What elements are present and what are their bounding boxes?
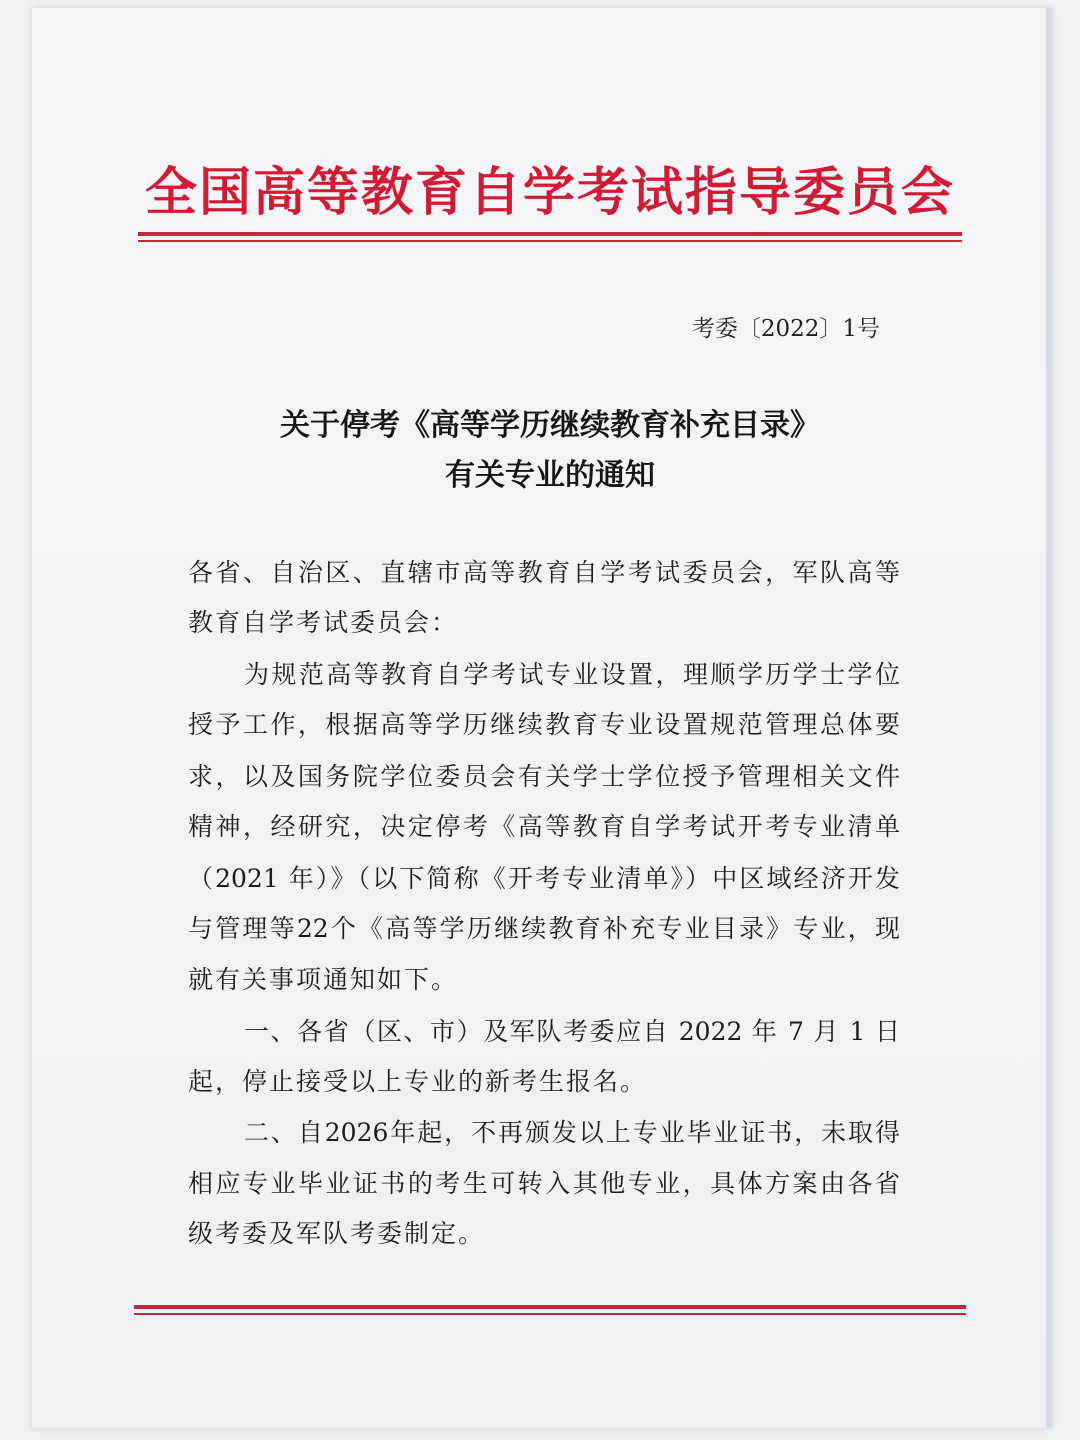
body-line: （2021 年）》（以下简称《开考专业清单》）中区域经济开发	[188, 864, 900, 893]
body-line: 就有关事项通知如下。	[188, 965, 459, 994]
notice-title-line-1: 关于停考《高等学历继续教育补充目录》	[280, 408, 820, 443]
letterhead-rule-thin	[138, 240, 962, 242]
body-line: 精神，经研究，决定停考《高等教育自学考试开考专业清单	[188, 812, 900, 841]
page-edge	[1046, 8, 1052, 1428]
footer-rule-thin	[134, 1313, 966, 1315]
body-line: 授予工作，根据高等学历继续教育专业设置规范管理总体要	[188, 710, 900, 739]
letterhead-title: 全国高等教育自学考试指导委员会	[144, 162, 955, 223]
body-line: 级考委及军队考委制定。	[188, 1219, 486, 1248]
footer-rule-thick	[134, 1305, 966, 1309]
letterhead-rule-thick	[138, 232, 962, 236]
notice-title-line-2: 有关专业的通知	[445, 458, 655, 493]
body-line: 一、各省（区、市）及军队考委应自 2022 年 7 月 1 日	[244, 1017, 900, 1046]
body-line: 二、自2026年起，不再颁发以上专业毕业证书，未取得	[244, 1118, 900, 1147]
body-line: 教育自学考试委员会：	[188, 608, 459, 637]
body-line: 相应专业毕业证书的考生可转入其他专业，具体方案由各省	[188, 1169, 900, 1198]
body-line: 求，以及国务院学位委员会有关学士学位授予管理相关文件	[188, 762, 900, 791]
body-line: 为规范高等教育自学考试专业设置，理顺学历学士学位	[244, 660, 900, 689]
body-line: 与管理等22个《高等学历继续教育补充专业目录》专业，现	[188, 914, 900, 943]
document-number: 考委〔2022〕1号	[691, 316, 880, 342]
body-line: 各省、自治区、直辖市高等教育自学考试委员会，军队高等	[188, 558, 900, 587]
body-line: 起，停止接受以上专业的新考生报名。	[188, 1067, 648, 1096]
